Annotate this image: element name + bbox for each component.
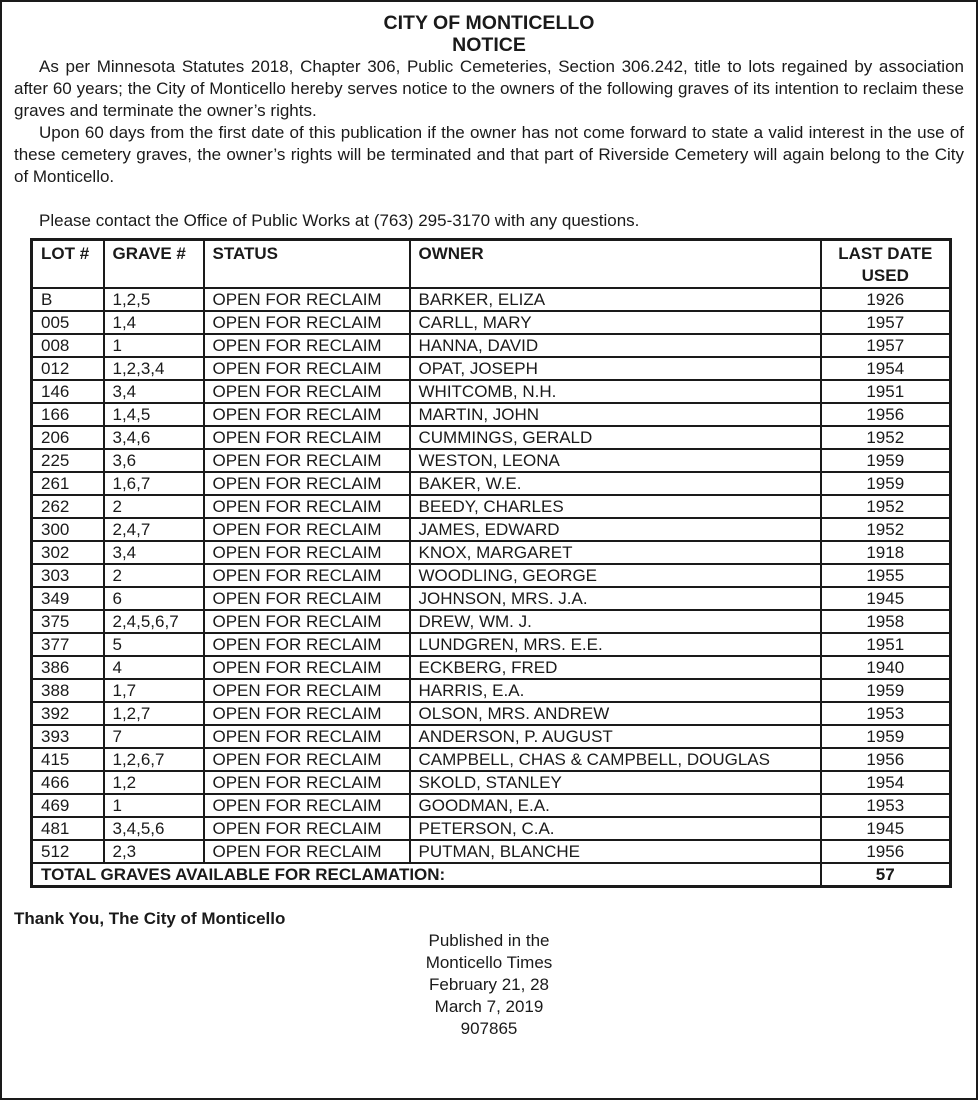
- table-row: [32, 840, 951, 863]
- cell-year: 1953: [821, 794, 951, 817]
- cell-grave: 7: [104, 725, 204, 748]
- cell-year: 1952: [821, 426, 951, 449]
- notice-title: [14, 12, 964, 56]
- table-row: [32, 725, 951, 748]
- cell-status: OPEN FOR RECLAIM: [204, 656, 410, 679]
- cell-status: OPEN FOR RECLAIM: [204, 380, 410, 403]
- cell-status: OPEN FOR RECLAIM: [204, 541, 410, 564]
- cell-grave: 5: [104, 633, 204, 656]
- cell-lot: 166: [32, 403, 104, 426]
- cell-grave: 3,4,6: [104, 426, 204, 449]
- cell-year: 1957: [821, 311, 951, 334]
- cell-lot: 392: [32, 702, 104, 725]
- cell-year: 1959: [821, 472, 951, 495]
- cell-year: 1956: [821, 840, 951, 863]
- cell-lot: 225: [32, 449, 104, 472]
- cell-owner: ECKBERG, FRED: [410, 656, 821, 679]
- cell-lot: 261: [32, 472, 104, 495]
- cell-lot: 375: [32, 610, 104, 633]
- cell-lot: 303: [32, 564, 104, 587]
- cell-owner: OPAT, JOSEPH: [410, 357, 821, 380]
- table-body: [32, 288, 951, 887]
- header-grave: GRAVE #: [104, 240, 204, 289]
- cell-grave: 1,2,3,4: [104, 357, 204, 380]
- cell-status: OPEN FOR RECLAIM: [204, 610, 410, 633]
- publication-info: [14, 930, 964, 1040]
- table-row: [32, 495, 951, 518]
- cell-year: 1959: [821, 679, 951, 702]
- cell-status: OPEN FOR RECLAIM: [204, 288, 410, 311]
- cell-grave: 1,2,6,7: [104, 748, 204, 771]
- cell-owner: BARKER, ELIZA: [410, 288, 821, 311]
- cell-year: 1956: [821, 403, 951, 426]
- cell-year: 1940: [821, 656, 951, 679]
- cell-status: OPEN FOR RECLAIM: [204, 748, 410, 771]
- table-row: [32, 472, 951, 495]
- cell-owner: PUTMAN, BLANCHE: [410, 840, 821, 863]
- header-last-date-line-1: LAST DATE: [838, 244, 933, 263]
- cell-grave: 6: [104, 587, 204, 610]
- cell-owner: LUNDGREN, MRS. E.E.: [410, 633, 821, 656]
- cell-lot: 300: [32, 518, 104, 541]
- table-row: [32, 679, 951, 702]
- cell-year: 1926: [821, 288, 951, 311]
- table-row: [32, 610, 951, 633]
- table-row: [32, 748, 951, 771]
- cell-owner: CAMPBELL, CHAS & CAMPBELL, DOUGLAS: [410, 748, 821, 771]
- cell-grave: 1,6,7: [104, 472, 204, 495]
- cell-grave: 4: [104, 656, 204, 679]
- header-owner: OWNER: [410, 240, 821, 289]
- cell-lot: 469: [32, 794, 104, 817]
- pub-line-3: February 21, 28: [428, 975, 549, 994]
- cell-owner: WESTON, LEONA: [410, 449, 821, 472]
- cell-grave: 1,2,7: [104, 702, 204, 725]
- table-row: [32, 656, 951, 679]
- cell-year: 1959: [821, 725, 951, 748]
- cell-lot: B: [32, 288, 104, 311]
- cell-year: 1945: [821, 587, 951, 610]
- cell-lot: 146: [32, 380, 104, 403]
- table-row: [32, 702, 951, 725]
- cell-status: OPEN FOR RECLAIM: [204, 357, 410, 380]
- cell-owner: HANNA, DAVID: [410, 334, 821, 357]
- table-row: [32, 357, 951, 380]
- cell-grave: 1,7: [104, 679, 204, 702]
- cell-owner: PETERSON, C.A.: [410, 817, 821, 840]
- pub-line-2: Monticello Times: [425, 953, 553, 972]
- cell-lot: 302: [32, 541, 104, 564]
- cell-lot: 386: [32, 656, 104, 679]
- table-row: [32, 633, 951, 656]
- cell-grave: 2,3: [104, 840, 204, 863]
- cell-status: OPEN FOR RECLAIM: [204, 426, 410, 449]
- cell-status: OPEN FOR RECLAIM: [204, 679, 410, 702]
- cell-lot: 481: [32, 817, 104, 840]
- cell-year: 1955: [821, 564, 951, 587]
- title-line-2: NOTICE: [452, 34, 526, 56]
- cell-lot: 012: [32, 357, 104, 380]
- cell-owner: JOHNSON, MRS. J.A.: [410, 587, 821, 610]
- cell-grave: 2,4,5,6,7: [104, 610, 204, 633]
- pub-line-1: Published in the: [428, 931, 550, 950]
- graves-table: [30, 238, 952, 888]
- header-status: STATUS: [204, 240, 410, 289]
- cell-status: OPEN FOR RECLAIM: [204, 403, 410, 426]
- table-row: [32, 449, 951, 472]
- total-label: TOTAL GRAVES AVAILABLE FOR RECLAMATION:: [32, 863, 821, 887]
- cell-lot: 005: [32, 311, 104, 334]
- cell-year: 1957: [821, 334, 951, 357]
- cell-owner: WHITCOMB, N.H.: [410, 380, 821, 403]
- cell-status: OPEN FOR RECLAIM: [204, 449, 410, 472]
- cell-status: OPEN FOR RECLAIM: [204, 587, 410, 610]
- cell-status: OPEN FOR RECLAIM: [204, 518, 410, 541]
- cell-grave: 3,4: [104, 541, 204, 564]
- cell-grave: 1: [104, 334, 204, 357]
- cell-owner: CUMMINGS, GERALD: [410, 426, 821, 449]
- cell-owner: DREW, WM. J.: [410, 610, 821, 633]
- cell-grave: 1: [104, 794, 204, 817]
- header-last-date: [821, 240, 951, 289]
- cell-year: 1958: [821, 610, 951, 633]
- cell-year: 1959: [821, 449, 951, 472]
- table-row: [32, 426, 951, 449]
- title-line-1: CITY OF MONTICELLO: [383, 12, 595, 34]
- cell-status: OPEN FOR RECLAIM: [204, 771, 410, 794]
- cell-owner: HARRIS, E.A.: [410, 679, 821, 702]
- cell-owner: SKOLD, STANLEY: [410, 771, 821, 794]
- cell-owner: WOODLING, GEORGE: [410, 564, 821, 587]
- paragraph-termination: Upon 60 days from the first date of this publication if the owner has not come forward to state a valid interest in the use of these cemetery graves, the owner’s rights will be terminated and that part of Riverside Cemetery will again belong to the City of Monticello.: [14, 123, 964, 186]
- cell-year: 1954: [821, 771, 951, 794]
- table-row: [32, 794, 951, 817]
- cell-lot: 512: [32, 840, 104, 863]
- cell-year: 1951: [821, 380, 951, 403]
- cell-status: OPEN FOR RECLAIM: [204, 840, 410, 863]
- cell-grave: 1,4,5: [104, 403, 204, 426]
- cell-lot: 008: [32, 334, 104, 357]
- cell-status: OPEN FOR RECLAIM: [204, 495, 410, 518]
- cell-year: 1951: [821, 633, 951, 656]
- table-row: [32, 541, 951, 564]
- thank-you-signoff: Thank You, The City of Monticello: [14, 909, 286, 928]
- cell-grave: 2: [104, 564, 204, 587]
- table-header-row: [32, 240, 951, 289]
- cell-grave: 2,4,7: [104, 518, 204, 541]
- cell-lot: 206: [32, 426, 104, 449]
- total-row: [32, 863, 951, 887]
- cell-lot: 377: [32, 633, 104, 656]
- cell-grave: 2: [104, 495, 204, 518]
- cell-status: OPEN FOR RECLAIM: [204, 472, 410, 495]
- cell-owner: BAKER, W.E.: [410, 472, 821, 495]
- table-row: [32, 518, 951, 541]
- header-last-date-line-2: USED: [861, 266, 909, 285]
- cell-owner: MARTIN, JOHN: [410, 403, 821, 426]
- cell-lot: 393: [32, 725, 104, 748]
- table-row: [32, 288, 951, 311]
- cell-lot: 388: [32, 679, 104, 702]
- cell-lot: 466: [32, 771, 104, 794]
- paragraph-statute: As per Minnesota Statutes 2018, Chapter 306, Public Cemeteries, Section 306.242, title to lots regained by association after 60 years; the City of Monticello hereby serves notice to the owners of the following graves of its intention to reclaim these graves and terminate the owner’s rights.: [14, 57, 964, 120]
- paragraph-contact: Please contact the Office of Public Works at (763) 295-3170 with any questions.: [39, 211, 640, 230]
- cell-year: 1956: [821, 748, 951, 771]
- table-row: [32, 334, 951, 357]
- cell-grave: 3,6: [104, 449, 204, 472]
- cell-status: OPEN FOR RECLAIM: [204, 725, 410, 748]
- cell-owner: BEEDY, CHARLES: [410, 495, 821, 518]
- cell-owner: JAMES, EDWARD: [410, 518, 821, 541]
- cell-lot: 349: [32, 587, 104, 610]
- pub-line-4: March 7, 2019: [434, 997, 544, 1016]
- cell-lot: 262: [32, 495, 104, 518]
- cell-grave: 3,4,5,6: [104, 817, 204, 840]
- cell-owner: OLSON, MRS. ANDREW: [410, 702, 821, 725]
- cell-year: 1918: [821, 541, 951, 564]
- table-row: [32, 817, 951, 840]
- pub-line-5: 907865: [460, 1019, 518, 1038]
- table-row: [32, 564, 951, 587]
- cell-status: OPEN FOR RECLAIM: [204, 633, 410, 656]
- cell-owner: GOODMAN, E.A.: [410, 794, 821, 817]
- header-lot: LOT #: [32, 240, 104, 289]
- cell-grave: 3,4: [104, 380, 204, 403]
- cell-year: 1952: [821, 495, 951, 518]
- cell-year: 1945: [821, 817, 951, 840]
- cell-status: OPEN FOR RECLAIM: [204, 311, 410, 334]
- cell-status: OPEN FOR RECLAIM: [204, 564, 410, 587]
- cell-owner: KNOX, MARGARET: [410, 541, 821, 564]
- total-value: 57: [821, 863, 951, 887]
- table-row: [32, 403, 951, 426]
- cell-grave: 1,2,5: [104, 288, 204, 311]
- cell-lot: 415: [32, 748, 104, 771]
- cell-grave: 1,2: [104, 771, 204, 794]
- cell-year: 1954: [821, 357, 951, 380]
- table-row: [32, 771, 951, 794]
- table-row: [32, 380, 951, 403]
- cell-status: OPEN FOR RECLAIM: [204, 794, 410, 817]
- cell-year: 1953: [821, 702, 951, 725]
- cell-owner: CARLL, MARY: [410, 311, 821, 334]
- cell-status: OPEN FOR RECLAIM: [204, 817, 410, 840]
- table-row: [32, 311, 951, 334]
- cell-owner: ANDERSON, P. AUGUST: [410, 725, 821, 748]
- cell-status: OPEN FOR RECLAIM: [204, 702, 410, 725]
- table-row: [32, 587, 951, 610]
- cell-grave: 1,4: [104, 311, 204, 334]
- cell-year: 1952: [821, 518, 951, 541]
- cell-status: OPEN FOR RECLAIM: [204, 334, 410, 357]
